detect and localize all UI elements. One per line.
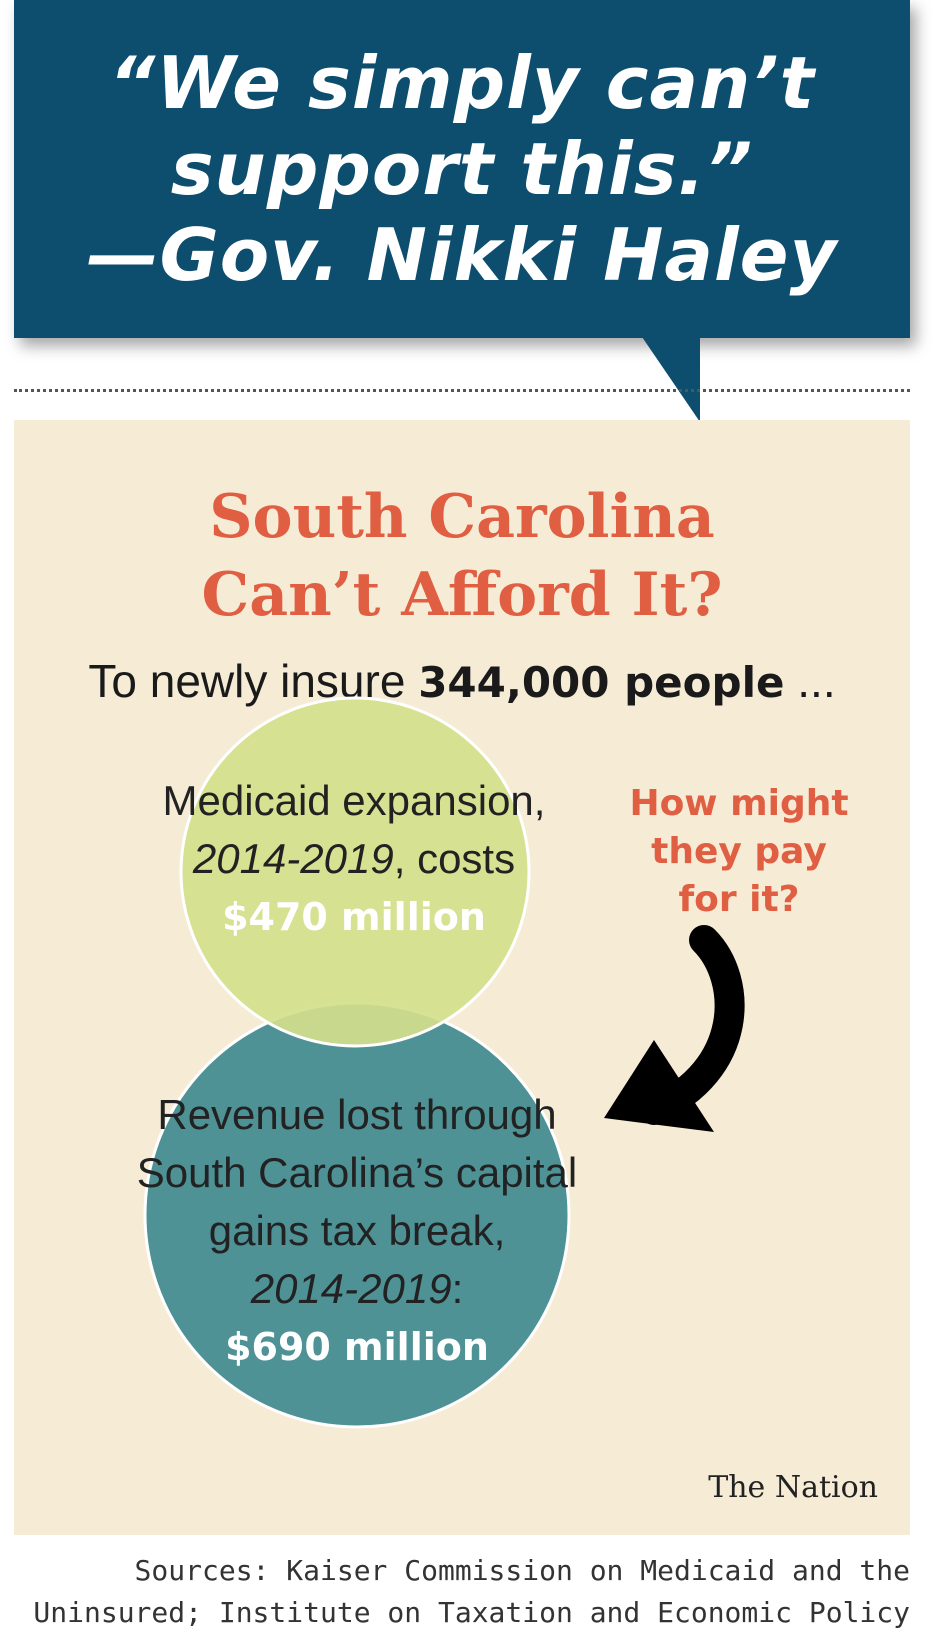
medicaid-costs-label: , costs — [393, 835, 516, 882]
speech-bubble-tail — [640, 334, 720, 426]
quote-line-1: “We simply can’t — [108, 41, 816, 125]
sources-line-2: Uninsured; Institute on Taxation and Economic Policy — [33, 1596, 910, 1629]
question — [614, 780, 864, 924]
revenue-line-3: gains tax break, — [208, 1207, 506, 1254]
question-line-3: for it? — [678, 879, 800, 920]
sources-line-1: Sources: Kaiser Commission on Medicaid and the — [134, 1554, 910, 1587]
divider — [14, 389, 910, 392]
question-line-2: they pay — [651, 831, 827, 872]
revenue-line-2: South Carolina’s capital — [136, 1149, 578, 1196]
headline-line-2: Can’t Afford It? — [201, 560, 723, 630]
quote-line-2: support this.” — [170, 127, 754, 211]
infographic-panel — [14, 420, 910, 1535]
revenue-line-1: Revenue lost through — [157, 1091, 557, 1138]
people-count: 344,000 people — [418, 658, 785, 707]
revenue-years: 2014-2019 — [250, 1265, 452, 1312]
headline-line-1: South Carolina — [209, 482, 715, 552]
revenue-amount: $690 million — [225, 1325, 489, 1369]
revenue-text — [102, 1086, 612, 1376]
question-line-1: How might — [629, 783, 849, 824]
revenue-line-4 — [102, 1260, 612, 1318]
quote-banner — [14, 0, 910, 338]
medicaid-text — [154, 772, 554, 946]
medicaid-years: 2014-2019 — [192, 835, 394, 882]
revenue-years-suffix: : — [451, 1265, 464, 1312]
medicaid-amount: $470 million — [222, 895, 486, 939]
medicaid-line-2 — [154, 830, 554, 888]
quote-attribution: —Gov. Nikki Haley — [86, 213, 838, 297]
curved-arrow-icon — [604, 940, 730, 1132]
subline-suffix: ... — [784, 655, 836, 707]
credit: The Nation — [708, 1470, 878, 1505]
quote-text — [14, 40, 910, 298]
subline-prefix: To newly insure — [88, 655, 419, 707]
sources — [14, 1550, 910, 1634]
medicaid-line-1: Medicaid expansion, — [162, 777, 546, 824]
